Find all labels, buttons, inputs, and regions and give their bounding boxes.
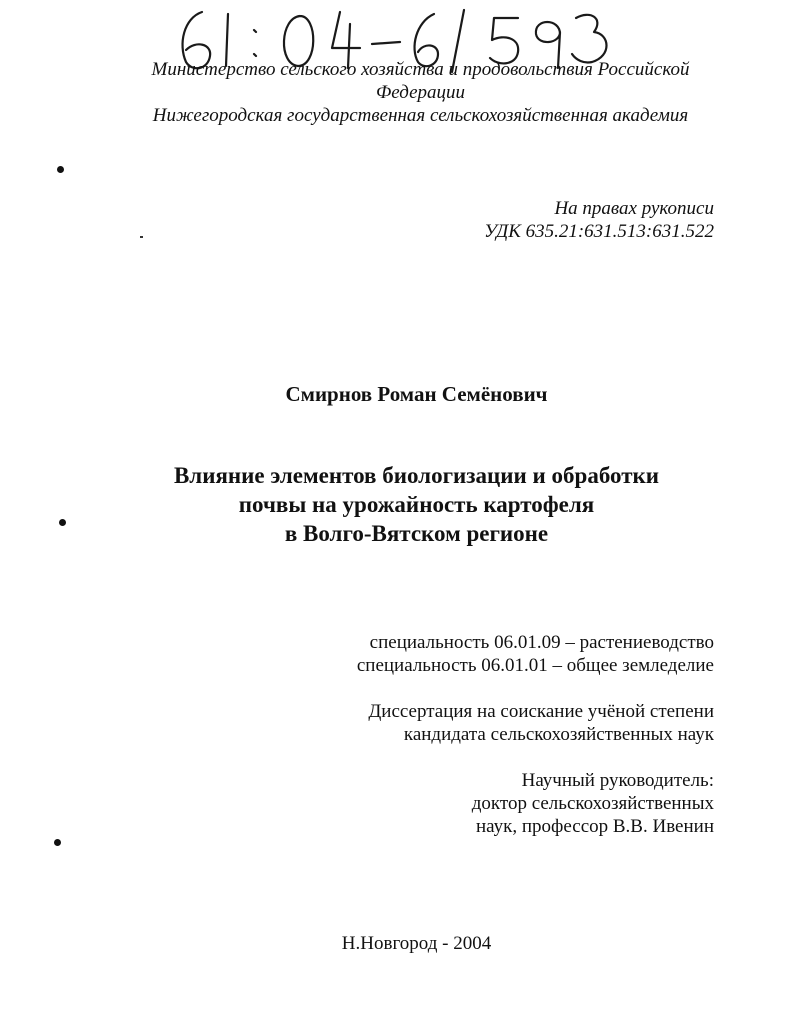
binding-hole-mark <box>54 839 61 846</box>
dissertation-degree-line-1: Диссертация на соискание учёной степени <box>368 701 714 722</box>
udk-code: УДК 635.21:631.513:631.522 <box>484 221 714 242</box>
manuscript-rights: На правах рукописи <box>554 198 714 219</box>
supervisor-degree: доктор сельскохозяйственных <box>471 793 714 814</box>
city-year: Н.Новгород - 2004 <box>341 933 492 954</box>
supervisor-label: Научный руководитель: <box>521 770 714 791</box>
title-line-3: в Волго-Вятском регионе <box>284 521 549 546</box>
academy-name: Нижегородская государственная сельскохозяйственная академия <box>152 105 689 126</box>
dissertation-degree-line-2: кандидата сельскохозяйственных наук <box>403 724 714 745</box>
binding-hole-mark <box>59 519 66 526</box>
binding-hole-mark <box>57 166 64 173</box>
ministry-line-1: Министерство сельского хозяйства и продовольствия Российской <box>151 59 690 80</box>
dissertation-title <box>0 461 793 548</box>
ministry-line-2: Федерации <box>375 82 466 103</box>
scan-speck <box>140 236 143 238</box>
title-line-2: почвы на урожайность картофеля <box>238 492 595 517</box>
author-name: Смирнов Роман Семёнович <box>285 382 548 406</box>
supervisor-name: наук, профессор В.В. Ивенин <box>476 816 714 837</box>
title-line-1: Влияние элементов биологизации и обработки <box>173 463 660 488</box>
specialty-2: специальность 06.01.01 – общее земледелие <box>356 655 714 676</box>
specialty-1: специальность 06.01.09 – растениеводство <box>369 632 714 653</box>
